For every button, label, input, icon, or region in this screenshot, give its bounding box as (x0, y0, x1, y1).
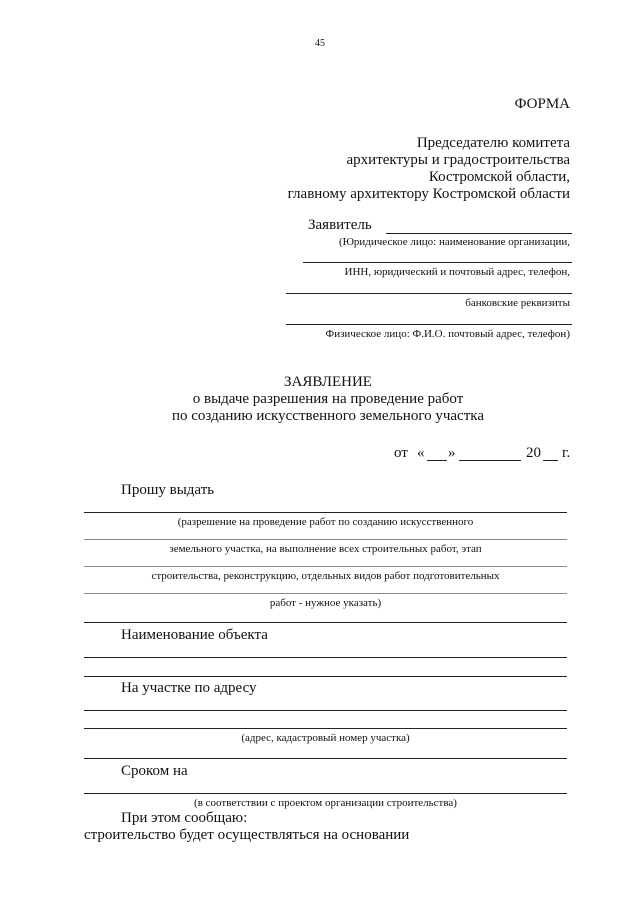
request-field-line-1[interactable] (84, 512, 567, 513)
applicant-field-line[interactable] (386, 233, 572, 234)
applicant-hint-2: ИНН, юридический и почтовый адрес, телефон, (344, 266, 570, 278)
site-field-line-3[interactable] (84, 758, 567, 759)
addressee-line-3: Костромской области, (428, 169, 570, 185)
notice-line-1: При этом сообщаю: (121, 810, 248, 826)
document-heading: ЗАЯВЛЕНИЕ (284, 374, 372, 390)
request-field-line-2[interactable] (84, 539, 567, 540)
date-close-quote: » (448, 445, 456, 461)
date-day-field[interactable] (427, 460, 447, 461)
date-from-label: от (394, 445, 408, 461)
applicant-hint-4: Физическое лицо: Ф.И.О. почтовый адрес, телефон) (325, 328, 570, 340)
date-open-quote: « (417, 445, 425, 461)
term-field-line[interactable] (84, 793, 567, 794)
request-field-line-4[interactable] (84, 593, 567, 594)
request-caption-4: работ - нужное указать) (269, 597, 382, 609)
object-name-label: Наименование объекта (121, 627, 268, 643)
date-month-field[interactable] (459, 460, 521, 461)
applicant-field-line-3[interactable] (286, 293, 572, 294)
request-label: Прошу выдать (121, 482, 215, 498)
applicant-field-line-2[interactable] (303, 262, 572, 263)
notice-line-2: строительство будет осуществляться на основании (84, 827, 410, 843)
term-caption: (в соответствии с проектом организации строительства) (194, 797, 457, 809)
request-field-line-5[interactable] (84, 622, 567, 623)
request-caption-2: земельного участка, на выполнение всех строительных работ, этап (169, 543, 482, 555)
form-label: ФОРМА (514, 96, 570, 112)
date-year-suffix: г. (562, 445, 571, 461)
request-caption-3: строительства, реконструкцию, отдельных видов работ подготовительных (151, 570, 500, 582)
request-field-line-3[interactable] (84, 566, 567, 567)
document-subtitle-2: по созданию искусственного земельного участка (171, 408, 484, 424)
date-year-field[interactable] (543, 460, 558, 461)
applicant-hint-3: банковские реквизиты (465, 297, 570, 309)
site-label: На участке по адресу (121, 680, 257, 696)
document-subtitle-1: о выдаче разрешения на проведение работ (192, 391, 464, 407)
date-year-prefix: 20 (526, 445, 541, 461)
site-field-line-1[interactable] (84, 710, 567, 711)
site-field-line-2[interactable] (84, 728, 567, 729)
applicant-hint-1: (Юридическое лицо: наименование организации, (338, 236, 570, 248)
applicant-field-line-4[interactable] (286, 324, 572, 325)
site-caption: (адрес, кадастровый номер участка) (241, 732, 410, 744)
addressee-line-4: главному архитектору Костромской области (287, 186, 570, 202)
applicant-label: Заявитель (308, 217, 372, 233)
term-label: Сроком на (121, 763, 188, 779)
object-name-field-line-2[interactable] (84, 676, 567, 677)
addressee-line-2: архитектуры и градостроительства (346, 152, 570, 168)
addressee-line-1: Председателю комитета (416, 135, 570, 151)
object-name-field-line-1[interactable] (84, 657, 567, 658)
request-caption-1: (разрешение на проведение работ по созданию искусственного (177, 516, 474, 528)
page-number: 45 (315, 38, 325, 49)
